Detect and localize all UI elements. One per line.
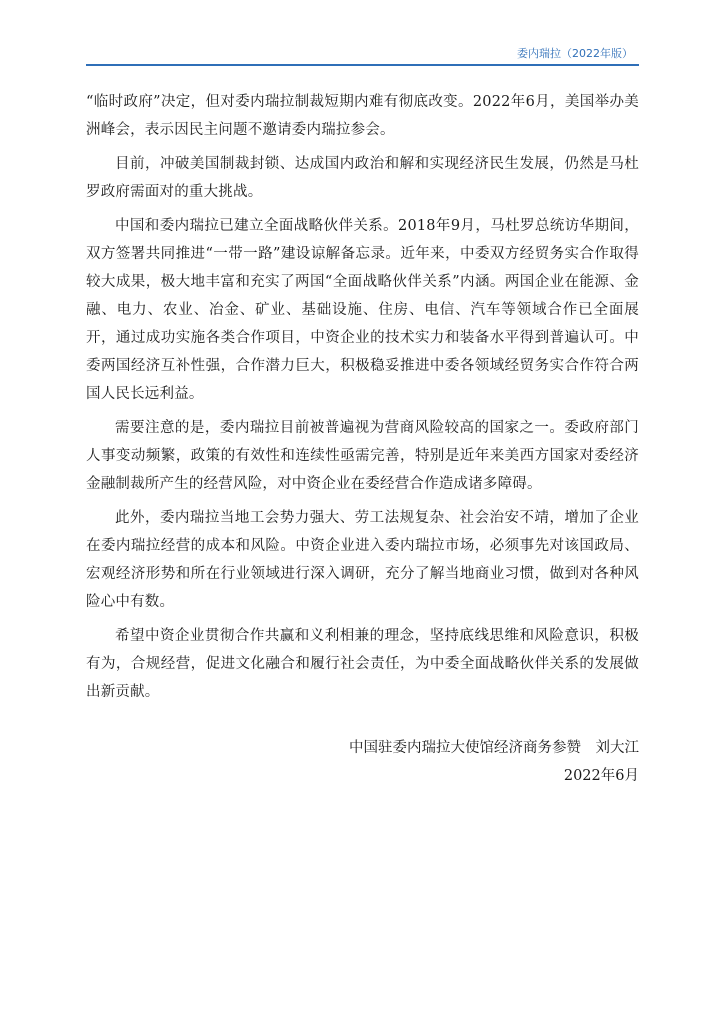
paragraph-risk: 需要注意的是，委内瑞拉目前被普遍视为营商风险较高的国家之一。委政府部门人事变动频繁，政策的有效性和连续性亟需完善，特别是近年来美西方国家对委经济金融制裁所产生的经营风险，对中资企业在委经营合作造成诸多障碍。 [86,420,639,492]
paragraph-challenges: 目前，冲破美国制裁封锁、达成国内政治和解和实现经济民生发展，仍然是马杜罗政府需面对的重大挑战。 [86,156,639,200]
paragraph-continuation: “临时政府”决定，但对委内瑞拉制裁短期内难有彻底改变。2022年6月，美国举办美洲峰会，表示因民主问题不邀请委内瑞拉参会。 [86,94,639,138]
paragraph-costs: 此外，委内瑞拉当地工会势力强大、劳工法规复杂、社会治安不靖，增加了企业在委内瑞拉经营的成本和风险。中资企业进入委内瑞拉市场，必须事先对该国政局、宏观经济形势和所在行业领域进行深入调研，充分了解当地商业习惯，做到对各种风险心中有数。 [86,510,639,610]
body-text [86,88,639,712]
signature-author: 中国驻委内瑞拉大使馆经济商务参赞 刘大江 [349,740,639,756]
signature-date: 2022年6月 [563,768,639,784]
header-title: 委内瑞拉（2022年版） [517,47,633,60]
signature-block [86,734,639,790]
paragraph-hope: 希望中资企业贯彻合作共赢和义利相兼的理念，坚持底线思维和风险意识，积极有为，合规经营，促进文化融合和履行社会责任，为中委全面战略伙伴关系的发展做出新贡献。 [86,628,639,700]
page-header [86,40,639,66]
paragraph-partnership: 中国和委内瑞拉已建立全面战略伙伴关系。2018年9月，马杜罗总统访华期间，双方签署共同推进“一带一路”建设谅解备忘录。近年来，中委双方经贸务实合作取得较大成果，极大地丰富和充实了两国“全面战略伙伴关系”内涵。两国企业在能源、金融、电力、农业、冶金、矿业、基础设施、住房、电信、汽车等领域合作已全面展开，通过成功实施各类合作项目，中资企业的技术实力和装备水平得到普遍认可。中委两国经济互补性强，合作潜力巨大，积极稳妥推进中委各领域经贸务实合作符合两国人民长远利益。 [86,218,639,402]
